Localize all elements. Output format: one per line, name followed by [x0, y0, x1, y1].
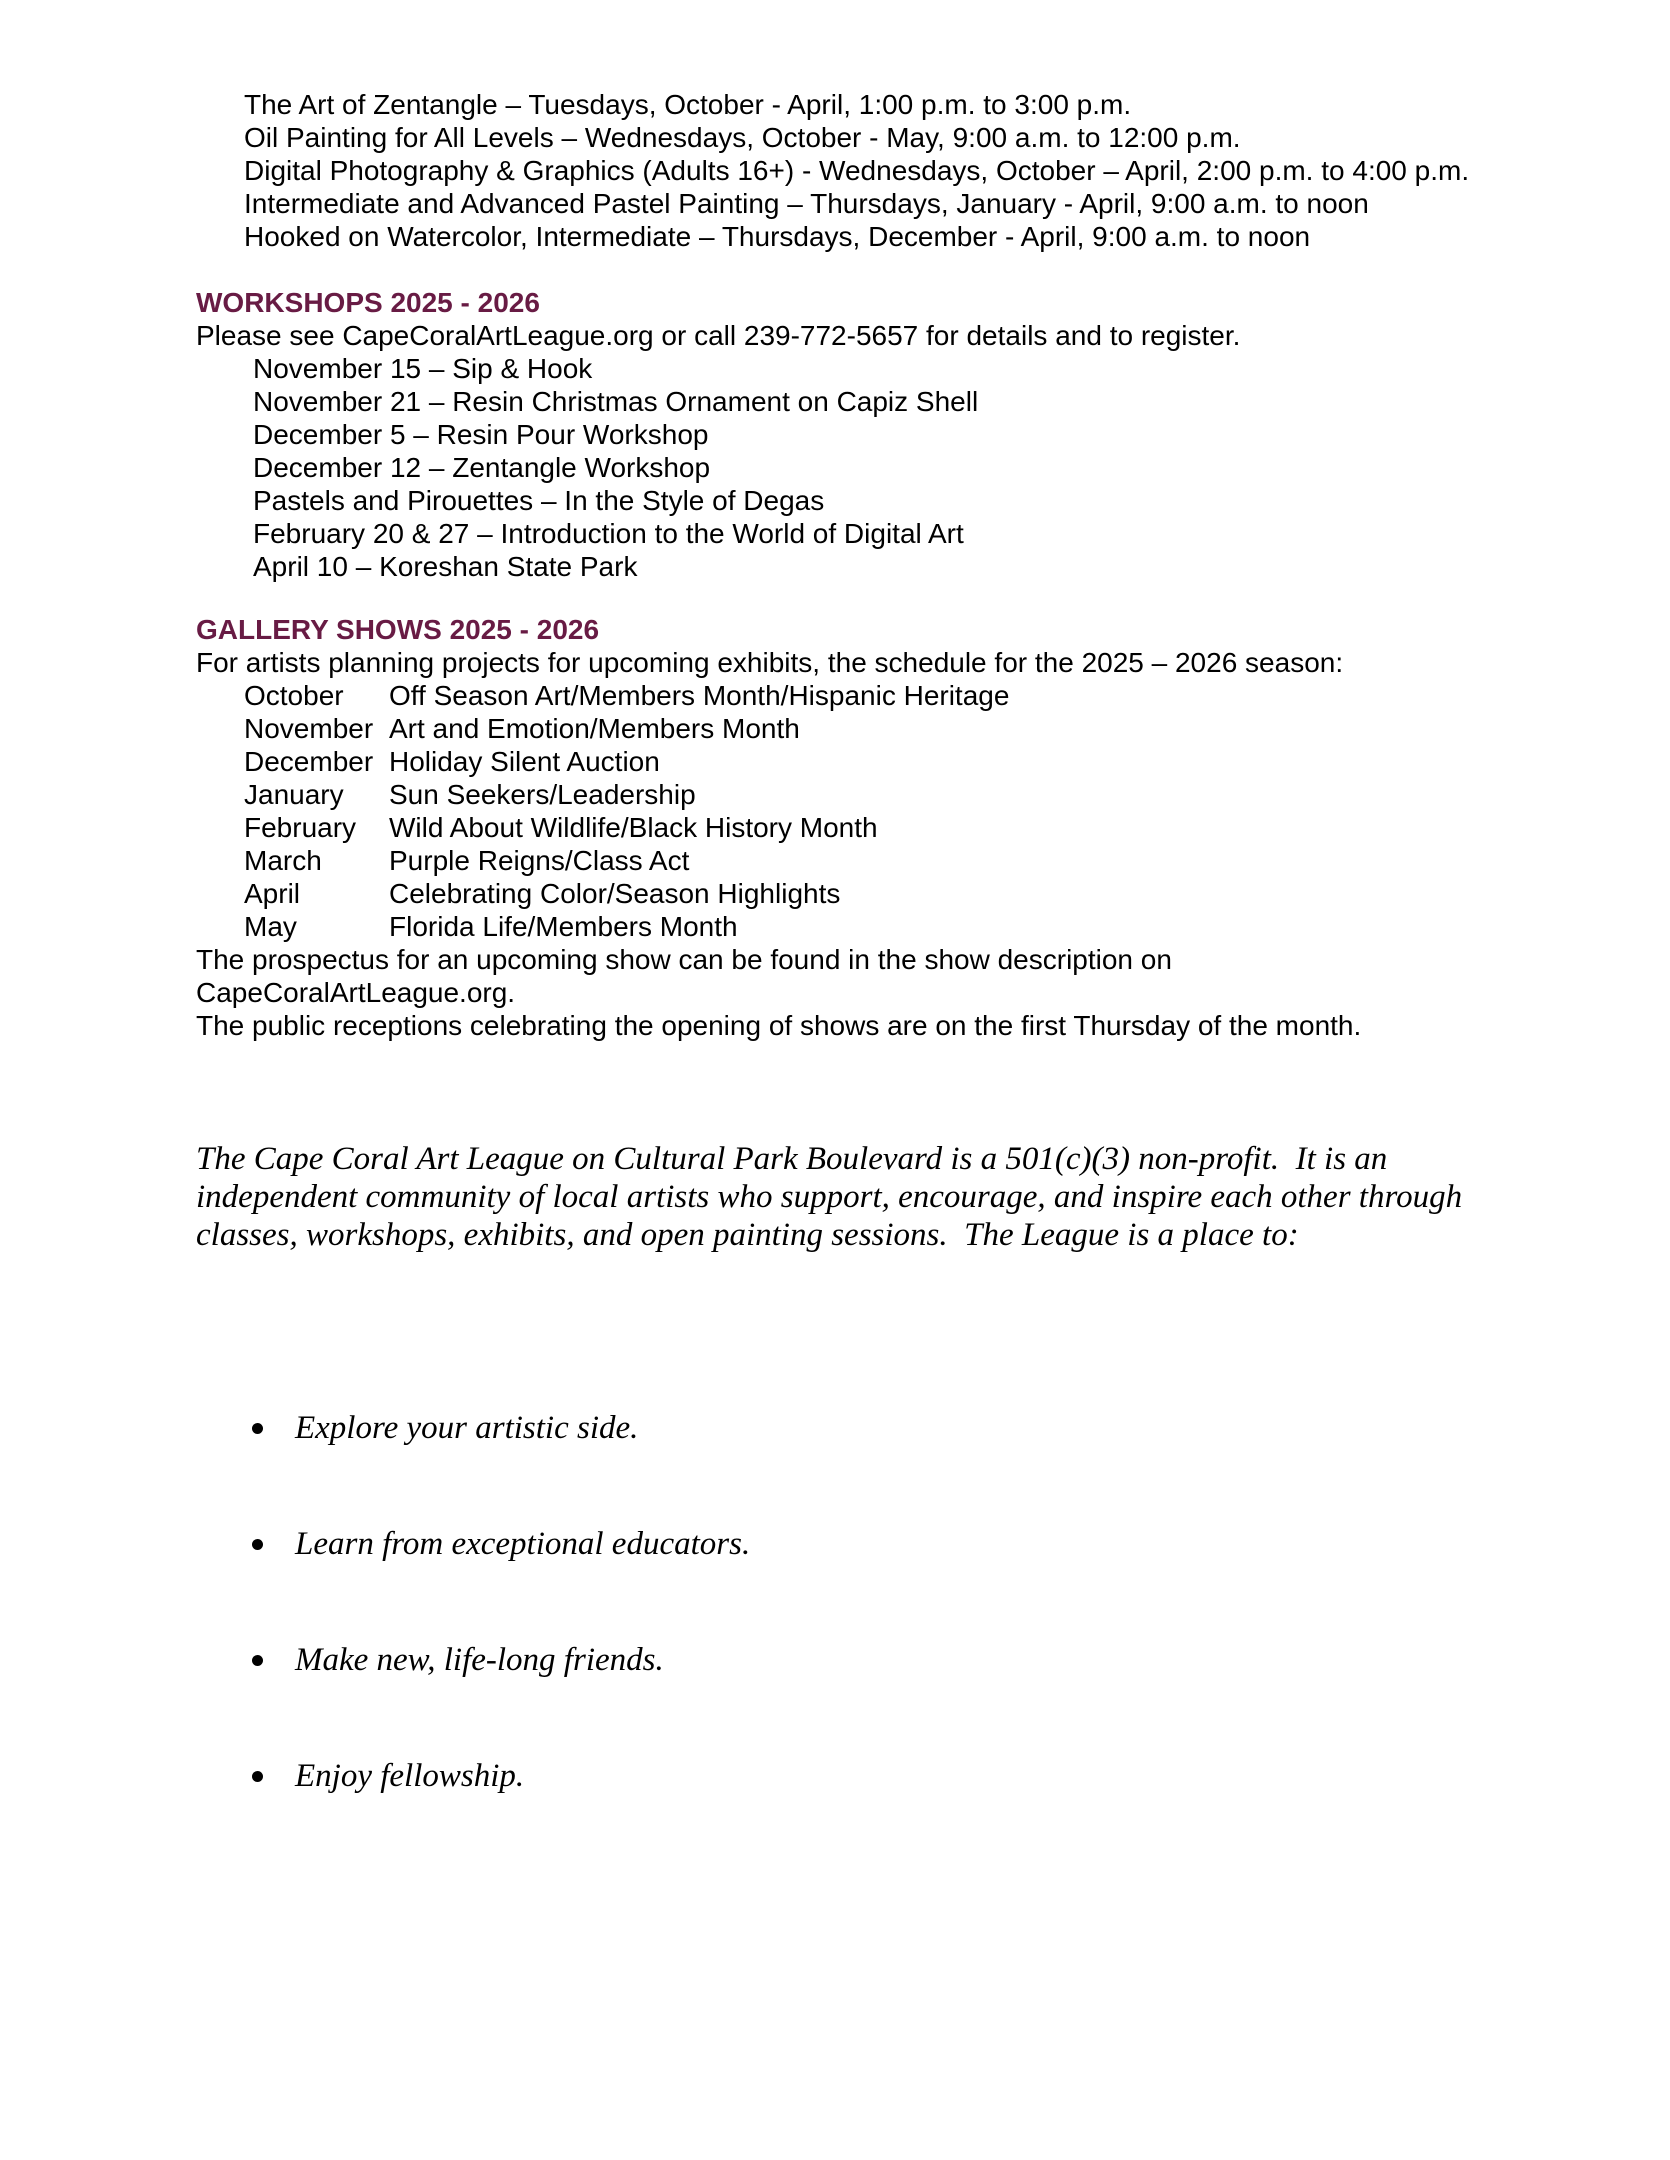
bullet-icon — [252, 1655, 263, 1666]
bullet-icon — [252, 1771, 263, 1782]
gallery-show: Wild About Wildlife/Black History Month — [389, 812, 878, 843]
bullet-icon — [252, 1423, 263, 1434]
gallery-row — [244, 745, 1474, 778]
receptions-note: The public receptions celebrating the opening of shows are on the first Thursday of the month. — [196, 1010, 1362, 1041]
gallery-show: Art and Emotion/Members Month — [389, 713, 800, 744]
gallery-month: May — [244, 911, 297, 942]
gallery-show: Celebrating Color/Season Highlights — [389, 878, 841, 909]
gallery-show: Purple Reigns/Class Act — [389, 845, 690, 876]
gallery-row — [244, 844, 1474, 877]
gallery-show: Sun Seekers/Leadership — [389, 779, 696, 810]
gallery-row — [244, 877, 1474, 910]
workshop-item: February 20 & 27 – Introduction to the World of Digital Art — [253, 518, 964, 549]
workshop-item: Pastels and Pirouettes – In the Style of Degas — [253, 485, 825, 516]
gallery-month: February — [244, 812, 357, 843]
gallery-row — [244, 679, 1474, 712]
about-league-bullet-list — [252, 1332, 1474, 1872]
class-schedule-list — [244, 88, 1474, 253]
gallery-show: Florida Life/Members Month — [389, 911, 738, 942]
gallery-row — [244, 811, 1474, 844]
about-bullet-text: Enjoy fellowship. — [295, 1758, 525, 1794]
about-league-section — [196, 1064, 1474, 1948]
workshops-list — [253, 352, 1474, 583]
gallery-row — [244, 910, 1474, 943]
about-league-paragraph: The Cape Coral Art League on Cultural Park Boulevard is a 501(c)(3) non-profit. It is an independent community of local artists who support, encourage, and inspire each other through classes, workshops, exhibits, and open painting sessions. The League is a place to: — [196, 1141, 1471, 1253]
gallery-month: March — [244, 845, 322, 876]
about-bullet-text: Learn from exceptional educators. — [295, 1526, 751, 1562]
class-schedule-item: Hooked on Watercolor, Intermediate – Thursdays, December - April, 9:00 a.m. to noon — [244, 221, 1311, 252]
workshop-item: November 21 – Resin Christmas Ornament on Capiz Shell — [253, 386, 979, 417]
bullet-icon — [252, 1539, 263, 1550]
gallery-row — [244, 712, 1474, 745]
class-schedule-item: Oil Painting for All Levels – Wednesdays, October - May, 9:00 a.m. to 12:00 p.m. — [244, 122, 1241, 153]
gallery-month: December — [244, 746, 374, 777]
about-bullet-item — [252, 1408, 1474, 1448]
class-schedule-item: Intermediate and Advanced Pastel Painting – Thursdays, January - April, 9:00 a.m. to noon — [244, 188, 1369, 219]
gallery-show: Off Season Art/Members Month/Hispanic Heritage — [389, 680, 1010, 711]
gallery-intro: For artists planning projects for upcoming exhibits, the schedule for the 2025 – 2026 season: — [196, 647, 1344, 678]
about-bullet-text: Explore your artistic side. — [295, 1410, 639, 1446]
gallery-month: November — [244, 713, 374, 744]
about-bullet-item — [252, 1524, 1474, 1564]
gallery-row — [244, 778, 1474, 811]
workshop-item: December 5 – Resin Pour Workshop — [253, 419, 709, 450]
about-bullet-item — [252, 1640, 1474, 1680]
workshop-item: November 15 – Sip & Hook — [253, 353, 593, 384]
workshop-item: April 10 – Koreshan State Park — [253, 551, 638, 582]
gallery-month: January — [244, 779, 344, 810]
class-schedule-item: Digital Photography & Graphics (Adults 16+) - Wednesdays, October – April, 2:00 p.m. to 4:00 p.m. — [244, 155, 1470, 186]
workshop-item: December 12 – Zentangle Workshop — [253, 452, 711, 483]
about-bullet-text: Make new, life-long friends. — [295, 1642, 664, 1678]
about-bullet-item — [252, 1756, 1474, 1796]
workshops-intro: Please see CapeCoralArtLeague.org or call 239-772-5657 for details and to register. — [196, 320, 1241, 351]
workshops-heading: WORKSHOPS 2025 - 2026 — [196, 287, 540, 318]
prospectus-note: The prospectus for an upcoming show can be found in the show description on CapeCoralArtLeague.org. — [196, 944, 1172, 1008]
gallery-month: October — [244, 680, 344, 711]
gallery-month: April — [244, 878, 301, 909]
class-schedule-item: The Art of Zentangle – Tuesdays, October - April, 1:00 p.m. to 3:00 p.m. — [244, 89, 1132, 120]
gallery-shows-heading: GALLERY SHOWS 2025 - 2026 — [196, 614, 600, 645]
gallery-schedule-table — [244, 679, 1474, 943]
gallery-show: Holiday Silent Auction — [389, 746, 660, 777]
